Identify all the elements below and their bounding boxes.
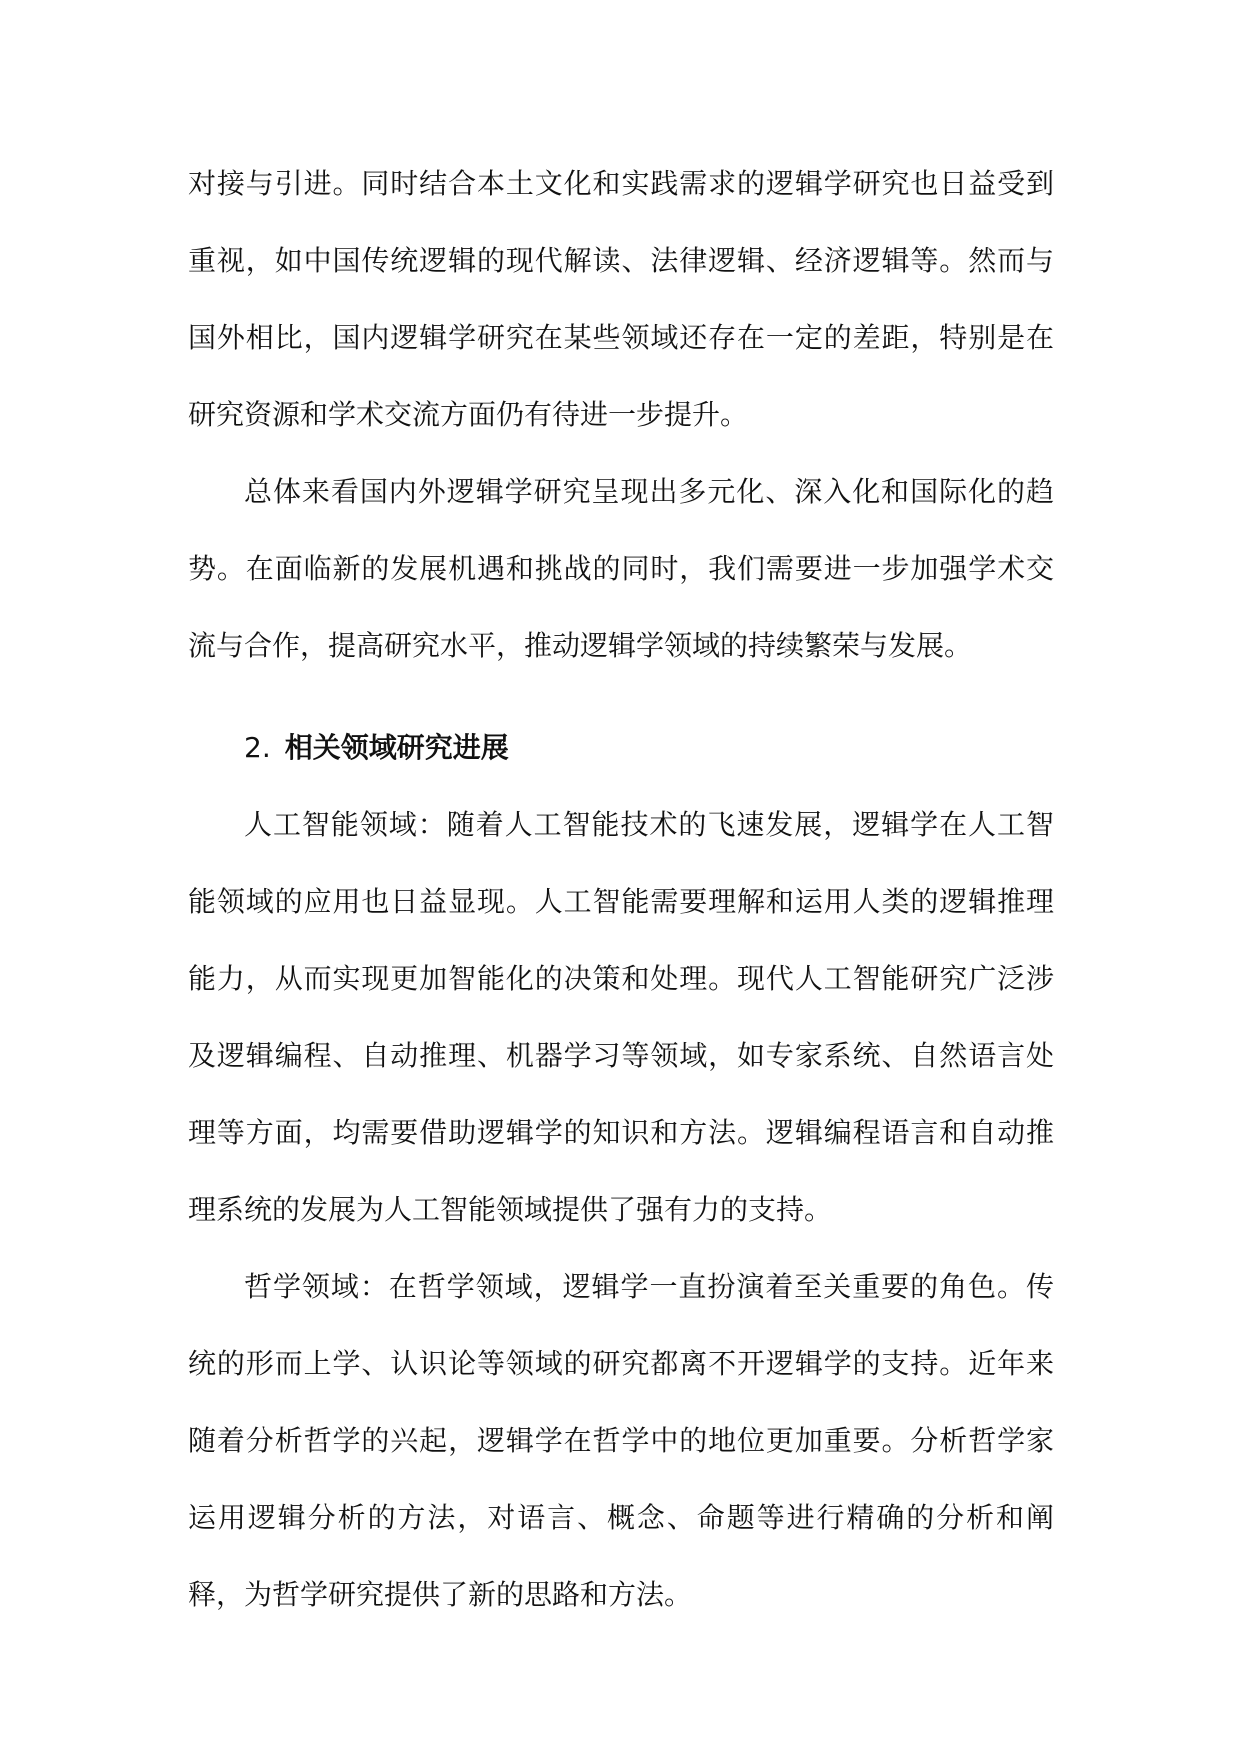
section-title: 相关领域研究进展 [284,731,509,764]
paragraph-ai-field: 人工智能领域：随着人工智能技术的飞速发展，逻辑学在人工智能领域的应用也日益显现。人工智能需要理解和运用人类的逻辑推理能力，从而实现更加智能化的决策和处理。现代人工智能研究广泛涉及逻辑编程、自动推理、机器学习等领域，如专家系统、自然语言处理等方面，均需要借助逻辑学的知识和方法。逻辑编程语言和自动推理系统的发展为人工智能领域提供了强有力的支持。 [188,808,1054,1226]
paragraph-continuation: 对接与引进。同时结合本土文化和实践需求的逻辑学研究也日益受到重视，如中国传统逻辑的现代解读、法律逻辑、经济逻辑等。然而与国外相比，国内逻辑学研究在某些领域还存在一定的差距，特别是在研究资源和学术交流方面仍有待进一步提升。 [188,167,1054,431]
paragraph-summary: 总体来看国内外逻辑学研究呈现出多元化、深入化和国际化的趋势。在面临新的发展机遇和挑战的同时，我们需要进一步加强学术交流与合作，提高研究水平，推动逻辑学领域的持续繁荣与发展。 [188,475,1054,662]
document-body [188,145,1054,1633]
section-number: 2. [244,731,271,764]
paragraph-philosophy-field: 哲学领域：在哲学领域，逻辑学一直扮演着至关重要的角色。传统的形而上学、认识论等领域的研究都离不开逻辑学的支持。近年来随着分析哲学的兴起，逻辑学在哲学中的地位更加重要。分析哲学家运用逻辑分析的方法，对语言、概念、命题等进行精确的分析和阐释，为哲学研究提供了新的思路和方法。 [188,1270,1054,1611]
section-heading [188,709,1054,786]
